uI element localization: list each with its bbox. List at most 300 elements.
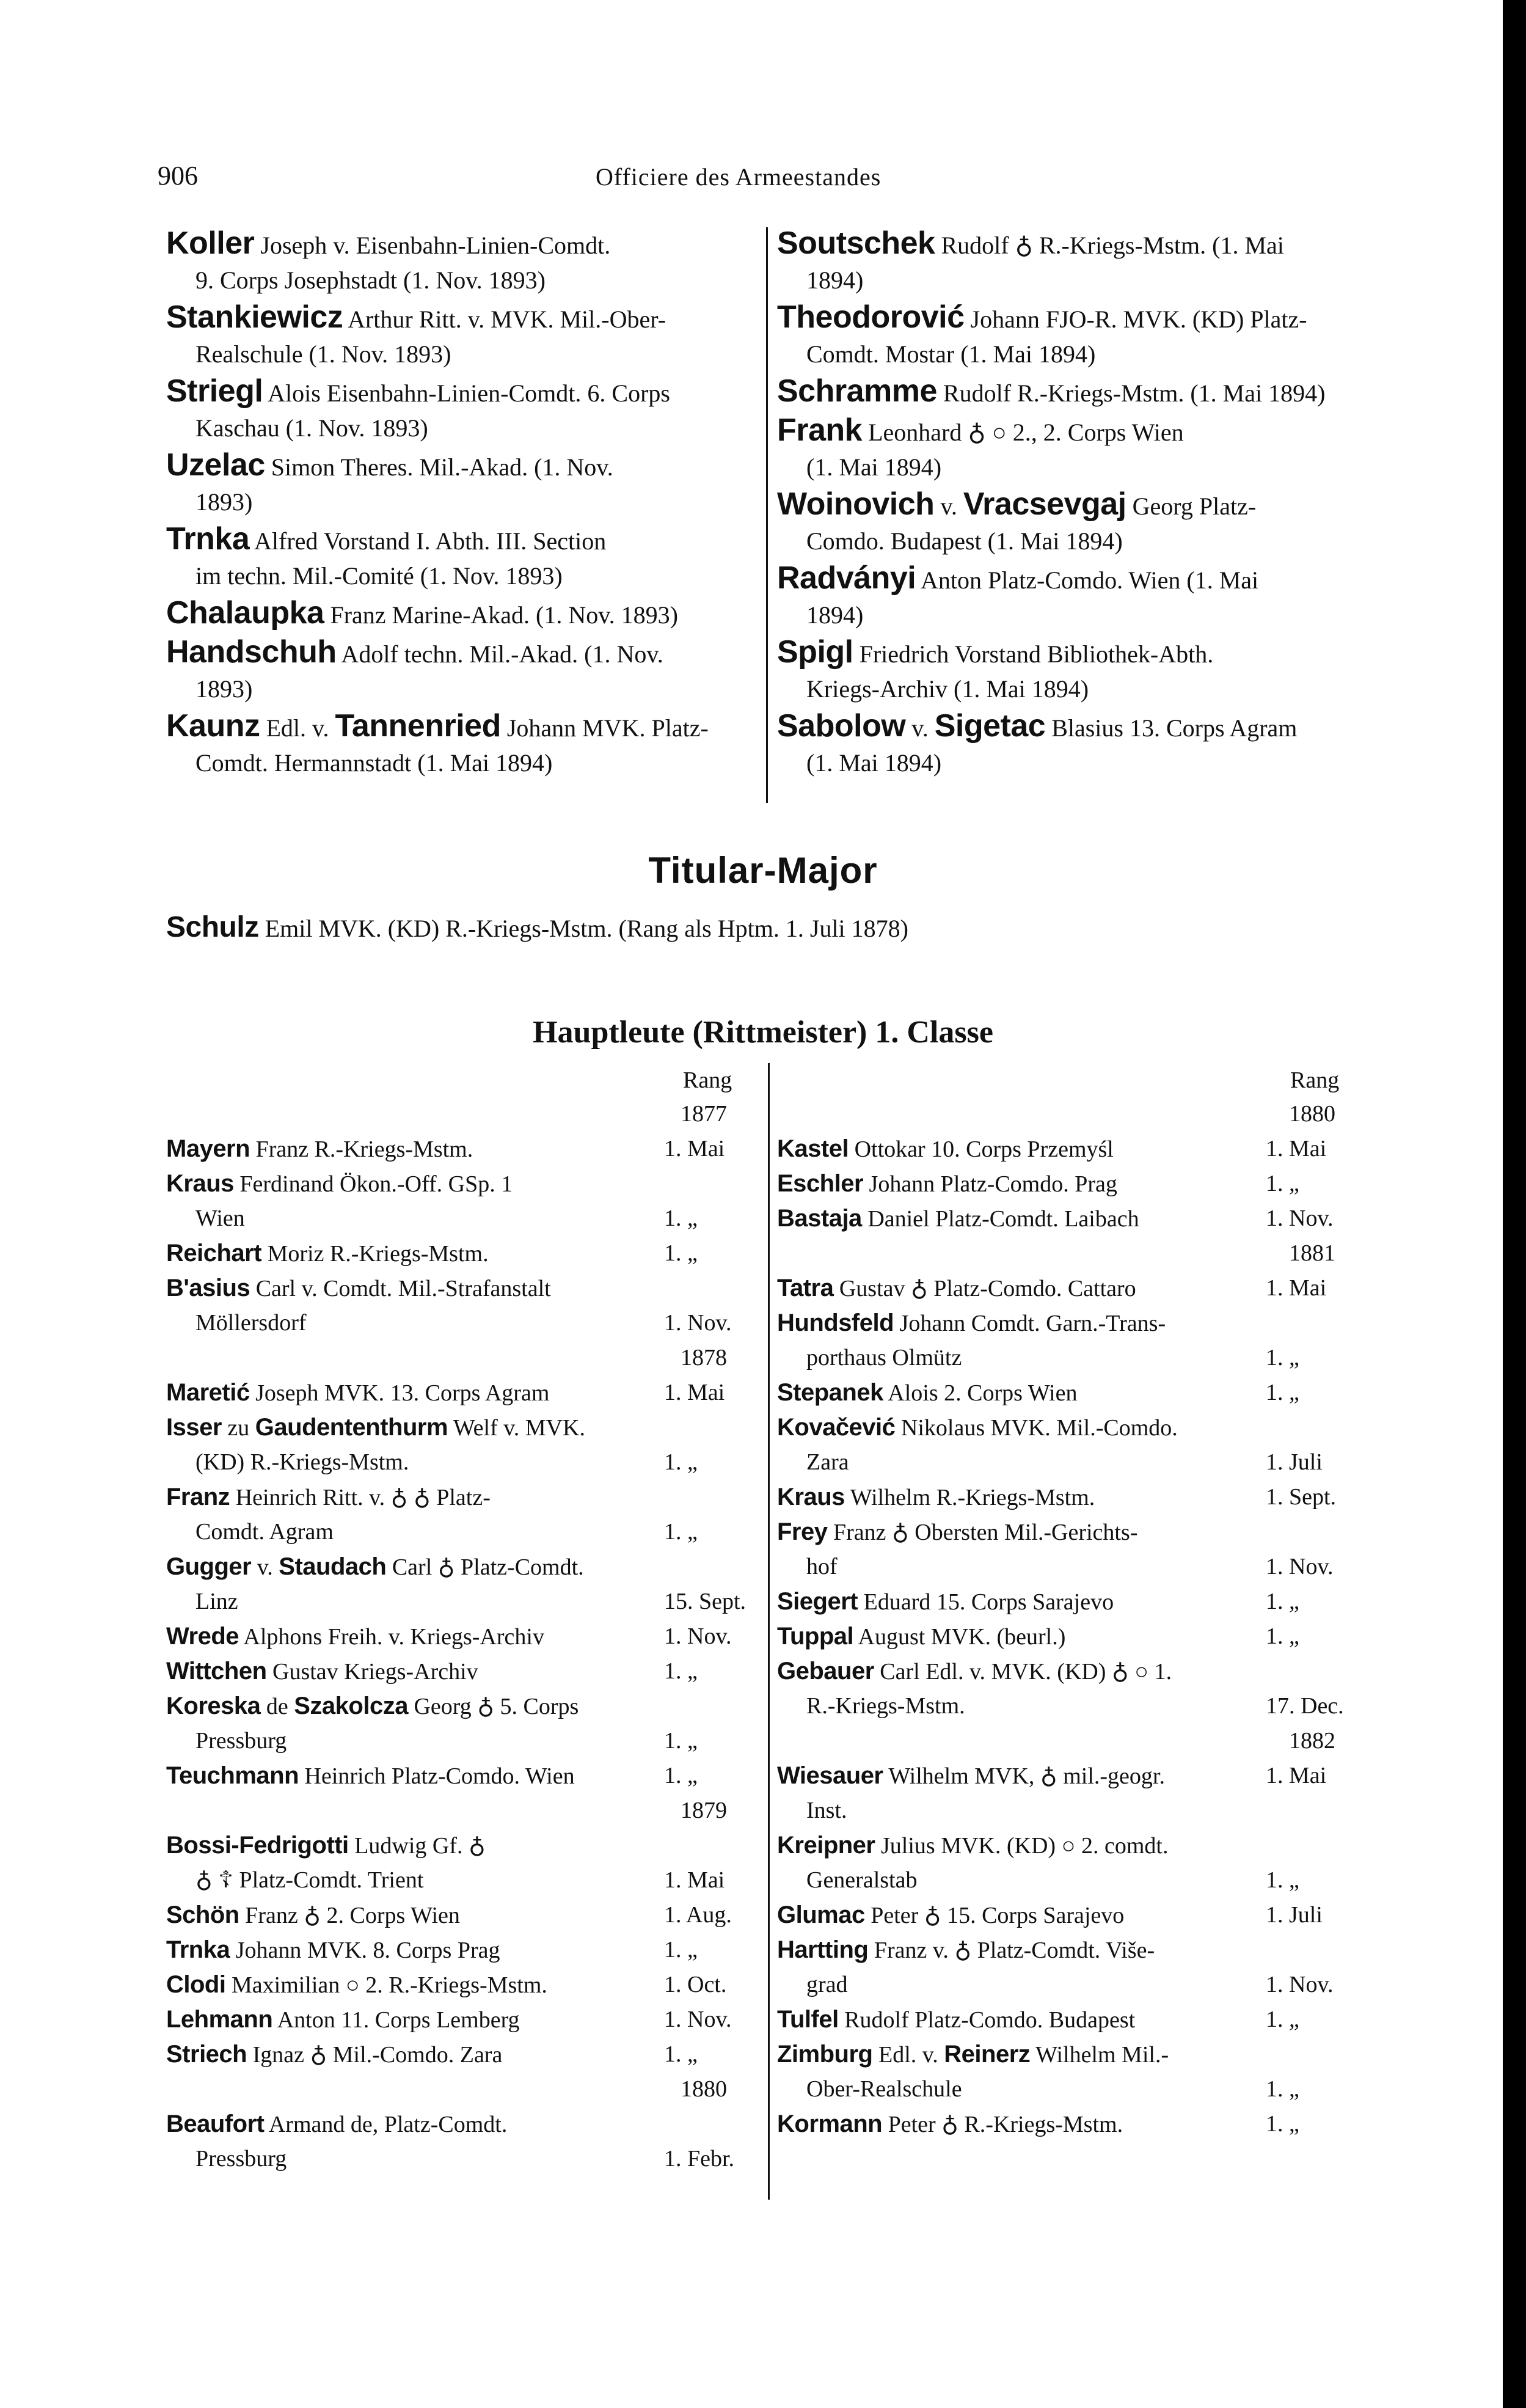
rank-date: 1. „ bbox=[664, 1519, 698, 1545]
rank-date: 1. „ bbox=[664, 2041, 698, 2067]
entry-text: Arthur Ritt. v. MVK. Mil.-Ober- bbox=[343, 306, 666, 333]
officer-row bbox=[777, 1410, 1376, 1445]
officer-row-continued bbox=[777, 1967, 1376, 2002]
entry-text: v. bbox=[251, 1554, 279, 1580]
rank-year bbox=[166, 2072, 759, 2107]
entry-name: Kastel bbox=[777, 1135, 849, 1162]
entry-text-continued: Kaschau (1. Nov. 1893) bbox=[195, 414, 428, 442]
entry-text: Pressburg bbox=[195, 1728, 287, 1754]
upper-right-column bbox=[777, 226, 1376, 783]
entry-name: Tatra bbox=[777, 1275, 834, 1301]
entry-name: Striegl bbox=[166, 373, 263, 409]
running-title: Officiere des Armeestandes bbox=[596, 163, 882, 191]
row-text bbox=[777, 1933, 1155, 1968]
row-text bbox=[166, 1132, 473, 1167]
officer-row bbox=[166, 1758, 759, 1793]
entry-text: R.-Kriegs-Mstm. bbox=[806, 1693, 965, 1719]
entry-text: Franz ♁ 2. Corps Wien bbox=[239, 1903, 460, 1928]
entry-text: Wilhelm R.-Kriegs-Mstm. bbox=[844, 1485, 1095, 1510]
entry-name: Tulfel bbox=[777, 2006, 839, 2033]
year-label: 1881 bbox=[1289, 1240, 1335, 1266]
entry-name: Trnka bbox=[166, 1936, 230, 1963]
row-text bbox=[195, 1863, 423, 1898]
officer-row-continued bbox=[166, 1515, 759, 1550]
page-number: 906 bbox=[158, 161, 198, 191]
entry-text: Nikolaus MVK. Mil.-Comdo. bbox=[895, 1415, 1178, 1441]
row-text bbox=[777, 1654, 1172, 1689]
entry-text: Peter ♁ R.-Kriegs-Mstm. bbox=[882, 2112, 1123, 2137]
entry-text-continued: Comdo. Budapest (1. Mai 1894) bbox=[806, 527, 1123, 555]
row-text bbox=[166, 1619, 544, 1655]
entry-name: Wrede bbox=[166, 1623, 239, 1650]
entry-text: Johann Comdt. Garn.-Trans- bbox=[894, 1311, 1166, 1336]
entry-text-continued: Kriegs-Archiv (1. Mai 1894) bbox=[806, 675, 1089, 703]
officer-row bbox=[777, 2037, 1376, 2072]
entry-name-predicate: Sigetac bbox=[934, 708, 1046, 744]
officer-row-continued bbox=[166, 1201, 759, 1236]
entry-text: Ottokar 10. Corps Przemyśl bbox=[849, 1136, 1114, 1162]
entry-text: Wilhelm Mil.- bbox=[1030, 2042, 1169, 2068]
entry-name: Tuppal bbox=[777, 1623, 854, 1650]
entry-name: Uzelac bbox=[166, 447, 265, 483]
officer-entry bbox=[166, 374, 759, 445]
entry-text: Franz R.-Kriegs-Mstm. bbox=[250, 1136, 473, 1162]
entry-text: Gustav ♁ Platz-Comdo. Cattaro bbox=[833, 1276, 1136, 1301]
entry-name: Sabolow bbox=[777, 708, 906, 744]
entry-name: Schulz bbox=[166, 911, 259, 943]
entry-name: Stankiewicz bbox=[166, 299, 343, 335]
rank-date: 1. Mai bbox=[664, 1136, 725, 1162]
rank-date: 1. Mai bbox=[1266, 1763, 1327, 1788]
entry-text: Heinrich Ritt. v. ♁ ♁ Platz- bbox=[230, 1485, 491, 1510]
row-text bbox=[166, 1828, 486, 1864]
entry-name: Eschler bbox=[777, 1170, 864, 1197]
row-text bbox=[806, 2072, 962, 2107]
row-text bbox=[166, 1480, 491, 1515]
officer-row bbox=[777, 1898, 1376, 1933]
rank-year bbox=[777, 1097, 1376, 1132]
entry-text: Carl ♁ Platz-Comdt. bbox=[386, 1554, 584, 1580]
entry-name: Hundsfeld bbox=[777, 1309, 894, 1336]
rank-date: 1. „ bbox=[1266, 1380, 1299, 1405]
officer-entry bbox=[166, 522, 759, 593]
rank-date: 1. „ bbox=[664, 1658, 698, 1684]
officer-entry bbox=[166, 596, 759, 632]
year-label: 1882 bbox=[1289, 1728, 1335, 1754]
entry-text: Blasius 13. Corps Agram bbox=[1045, 714, 1298, 742]
entry-name: Koller bbox=[166, 225, 255, 261]
rank-date: 1. Febr. bbox=[664, 2146, 735, 2172]
entry-text: Johann MVK. Platz- bbox=[500, 714, 709, 742]
row-text bbox=[777, 2107, 1123, 2142]
row-text bbox=[777, 1306, 1166, 1341]
officer-row-continued bbox=[777, 1689, 1376, 1724]
officer-entry bbox=[777, 635, 1376, 706]
row-text bbox=[806, 1550, 838, 1584]
entry-text: Julius MVK. (KD) ○ 2. comdt. bbox=[875, 1833, 1169, 1859]
officer-entry bbox=[777, 226, 1376, 298]
entry-text-continued: (1. Mai 1894) bbox=[806, 749, 942, 777]
row-text bbox=[777, 1898, 1124, 1933]
entry-name: Frey bbox=[777, 1518, 828, 1545]
entry-name: Isser bbox=[166, 1414, 222, 1441]
entry-name: Kaunz bbox=[166, 708, 260, 744]
row-text bbox=[777, 1166, 1117, 1202]
rank-date: 1. „ bbox=[1266, 2076, 1299, 2102]
entry-name: Lehmann bbox=[166, 2006, 273, 2033]
officer-row bbox=[166, 2037, 759, 2072]
rank-date: 1. Nov. bbox=[664, 1623, 732, 1649]
row-text bbox=[166, 1689, 579, 1724]
row-text bbox=[777, 1515, 1137, 1550]
entry-text: Wilhelm MVK, ♁ mil.-geogr. bbox=[883, 1763, 1165, 1789]
row-text bbox=[166, 1758, 575, 1794]
officer-entry bbox=[166, 635, 759, 706]
entry-text: Carl Edl. v. MVK. (KD) ♁ ○ 1. bbox=[874, 1659, 1172, 1685]
rank-date: 1. „ bbox=[664, 1763, 698, 1788]
officer-entry bbox=[777, 300, 1376, 371]
entry-name: Woinovich bbox=[777, 486, 935, 522]
entry-text: Anton 11. Corps Lemberg bbox=[272, 2007, 520, 2033]
entry-name: Wiesauer bbox=[777, 1762, 883, 1789]
rank-date: 1. „ bbox=[664, 1449, 698, 1475]
entry-text: August MVK. (beurl.) bbox=[853, 1624, 1066, 1650]
entry-text: Leonhard ♁ ○ 2., 2. Corps Wien bbox=[862, 419, 1184, 446]
row-text bbox=[806, 1967, 848, 2002]
officer-row bbox=[166, 1550, 759, 1584]
officer-row bbox=[166, 1654, 759, 1689]
officer-row bbox=[777, 2002, 1376, 2037]
row-text bbox=[195, 1201, 245, 1236]
entry-text: Alois 2. Corps Wien bbox=[883, 1380, 1078, 1406]
row-text bbox=[777, 2037, 1169, 2073]
rank-date: 1. „ bbox=[664, 1206, 698, 1231]
officer-row-continued bbox=[166, 1584, 759, 1619]
row-text bbox=[777, 1410, 1178, 1446]
officer-row-continued bbox=[166, 2142, 759, 2176]
entry-name: Kovačević bbox=[777, 1414, 896, 1441]
rank-date: 1. „ bbox=[1266, 1589, 1299, 1614]
officer-row bbox=[166, 1132, 759, 1166]
entry-name: Kraus bbox=[166, 1170, 234, 1197]
officer-row bbox=[166, 2107, 759, 2142]
rank-date: 1. „ bbox=[1266, 2007, 1299, 2032]
entry-text: Daniel Platz-Comdt. Laibach bbox=[861, 1206, 1139, 1232]
entry-text: hof bbox=[806, 1554, 838, 1579]
entry-text: Rudolf ♁ R.-Kriegs-Mstm. (1. Mai bbox=[935, 232, 1284, 259]
entry-name: Zimburg bbox=[777, 2041, 873, 2068]
section-heading-hauptleute: Hauptleute (Rittmeister) 1. Classe bbox=[533, 1015, 993, 1050]
entry-text: porthaus Olmütz bbox=[806, 1345, 962, 1371]
entry-name: Siegert bbox=[777, 1588, 858, 1615]
entry-text: Ferdinand Ökon.-Off. GSp. 1 bbox=[233, 1171, 513, 1197]
row-text bbox=[806, 1341, 962, 1375]
entry-text: ♁ ☦ Platz-Comdt. Trient bbox=[195, 1867, 424, 1893]
row-text bbox=[195, 1306, 307, 1341]
rank-year bbox=[777, 1724, 1376, 1758]
row-text bbox=[166, 2107, 507, 2142]
entry-text: Johann FJO-R. MVK. (KD) Platz- bbox=[964, 306, 1307, 333]
entry-name-predicate: Tannenried bbox=[335, 708, 501, 744]
entry-text-continued: 1893) bbox=[195, 675, 253, 703]
rank-year bbox=[166, 1097, 759, 1132]
titular-entry bbox=[166, 910, 908, 944]
rank-date: 1. Juli bbox=[1266, 1902, 1323, 1928]
rank-date: 1. Mai bbox=[664, 1867, 725, 1893]
rank-date: 1. „ bbox=[664, 1240, 698, 1266]
entry-name: Schön bbox=[166, 1901, 239, 1928]
entry-text-continued: Comdt. Hermannstadt (1. Mai 1894) bbox=[195, 749, 553, 777]
rank-year bbox=[166, 1341, 759, 1375]
entry-name-predicate: Gaudententhurm bbox=[255, 1414, 448, 1441]
rank-date: 17. Dec. bbox=[1266, 1693, 1344, 1719]
entry-name-predicate: Staudach bbox=[279, 1553, 387, 1580]
officer-row bbox=[166, 1166, 759, 1201]
entry-text: Adolf techn. Mil.-Akad. (1. Nov. bbox=[336, 640, 663, 668]
entry-name: Striech bbox=[166, 2041, 247, 2068]
row-text bbox=[166, 1550, 584, 1585]
officer-entry bbox=[777, 487, 1376, 558]
officer-row bbox=[166, 1236, 759, 1271]
entry-text: Rudolf Platz-Comdo. Budapest bbox=[838, 2007, 1136, 2033]
officer-entry bbox=[777, 413, 1376, 485]
entry-name: Spigl bbox=[777, 634, 853, 670]
entry-name: Gugger bbox=[166, 1553, 252, 1580]
year-label: 1878 bbox=[681, 1345, 727, 1371]
rank-date: 1. „ bbox=[1266, 1345, 1299, 1371]
entry-text: Generalstab bbox=[806, 1867, 918, 1893]
row-text bbox=[777, 1758, 1165, 1794]
entry-name-predicate: Reinerz bbox=[944, 2041, 1031, 2068]
row-text bbox=[777, 1828, 1169, 1864]
entry-name: Mayern bbox=[166, 1135, 250, 1162]
officer-row-continued bbox=[777, 2072, 1376, 2107]
officer-row-continued bbox=[166, 1863, 759, 1898]
entry-text: Friedrich Vorstand Bibliothek-Abth. bbox=[853, 640, 1214, 668]
row-text bbox=[777, 1375, 1077, 1411]
rank-date: 1. Aug. bbox=[664, 1902, 732, 1928]
entry-text: Armand de, Platz-Comdt. bbox=[264, 2112, 508, 2137]
row-text bbox=[806, 1445, 849, 1480]
rank-date: 1. Oct. bbox=[664, 1972, 727, 1997]
row-text bbox=[166, 1375, 549, 1411]
officer-row-continued bbox=[166, 1306, 759, 1341]
officer-row bbox=[166, 1480, 759, 1515]
entry-text: Pressburg bbox=[195, 2146, 287, 2172]
upper-left-column bbox=[166, 226, 759, 783]
rang-label-left: Rang bbox=[683, 1067, 732, 1093]
year-label: 1877 bbox=[681, 1101, 727, 1127]
entry-text: Wien bbox=[195, 1206, 245, 1231]
row-text bbox=[166, 1271, 551, 1306]
row-text bbox=[777, 2002, 1135, 2038]
entry-text: Welf v. MVK. bbox=[448, 1415, 585, 1441]
row-text bbox=[777, 1619, 1065, 1655]
officer-row bbox=[777, 1306, 1376, 1341]
row-text bbox=[777, 1271, 1136, 1306]
row-text bbox=[777, 1480, 1095, 1515]
entry-name: Radványi bbox=[777, 560, 916, 596]
officer-entry bbox=[166, 448, 759, 519]
entry-text: Joseph MVK. 13. Corps Agram bbox=[249, 1380, 550, 1406]
rank-date: 1. Juli bbox=[1266, 1449, 1323, 1475]
officer-row-continued bbox=[777, 1793, 1376, 1828]
entry-name: Reichart bbox=[166, 1240, 262, 1267]
entry-text: Carl v. Comdt. Mil.-Strafanstalt bbox=[250, 1276, 551, 1301]
entry-name: Soutschek bbox=[777, 225, 935, 261]
year-label: 1880 bbox=[681, 2076, 727, 2102]
row-text bbox=[777, 1132, 1114, 1167]
entry-text: Linz bbox=[195, 1589, 238, 1614]
officer-row bbox=[777, 2107, 1376, 2142]
entry-name: Bossi-Fedrigotti bbox=[166, 1832, 349, 1859]
rank-date: 1. Nov. bbox=[1266, 1972, 1334, 1997]
entry-text: Alphons Freih. v. Kriegs-Archiv bbox=[239, 1624, 544, 1650]
entry-name: Koreska bbox=[166, 1693, 261, 1719]
rang-label-right: Rang bbox=[1290, 1067, 1340, 1093]
row-text bbox=[166, 2037, 502, 2073]
row-text bbox=[806, 1863, 917, 1898]
entry-name: Stepanek bbox=[777, 1379, 883, 1406]
officer-row bbox=[777, 1201, 1376, 1236]
officer-entry bbox=[777, 561, 1376, 632]
rank-year bbox=[777, 1236, 1376, 1271]
entry-text: grad bbox=[806, 1972, 848, 1997]
row-text bbox=[166, 1933, 500, 1968]
officer-row bbox=[166, 1271, 759, 1306]
officer-row bbox=[166, 2002, 759, 2037]
rank-date: 1. „ bbox=[664, 1937, 698, 1963]
entry-name: Theodorović bbox=[777, 299, 965, 335]
rank-date: 1. Nov. bbox=[664, 2007, 732, 2032]
officer-row bbox=[777, 1375, 1376, 1410]
entry-name: Clodi bbox=[166, 1971, 226, 1998]
entry-text: Gustav Kriegs-Archiv bbox=[266, 1659, 478, 1685]
entry-name: Gebauer bbox=[777, 1658, 874, 1685]
entry-name: Maretić bbox=[166, 1379, 250, 1406]
entry-text: Möllersdorf bbox=[195, 1310, 307, 1336]
officer-row bbox=[777, 1654, 1376, 1689]
officer-row bbox=[777, 1933, 1376, 1967]
entry-name: Schramme bbox=[777, 373, 937, 409]
entry-name: B'asius bbox=[166, 1275, 250, 1301]
row-text bbox=[166, 1654, 478, 1689]
entry-name: Bastaja bbox=[777, 1205, 862, 1232]
year-label: 1879 bbox=[681, 1798, 727, 1823]
officer-row bbox=[166, 1828, 759, 1863]
rank-date: 1. „ bbox=[1266, 2111, 1299, 2137]
officer-row bbox=[777, 1758, 1376, 1793]
entry-text: v. bbox=[934, 492, 963, 520]
row-text bbox=[166, 2002, 520, 2038]
row-text bbox=[195, 1584, 238, 1619]
officer-row-continued bbox=[166, 1445, 759, 1480]
entry-text-continued: 9. Corps Josephstadt (1. Nov. 1893) bbox=[195, 266, 546, 294]
row-text bbox=[166, 1236, 489, 1272]
entry-text-continued: im techn. Mil.-Comité (1. Nov. 1893) bbox=[195, 562, 563, 590]
lower-left-column bbox=[166, 1097, 759, 2176]
entry-text: Edl. v. bbox=[260, 714, 335, 742]
entry-text-continued: (1. Mai 1894) bbox=[806, 453, 942, 481]
officer-entry bbox=[166, 300, 759, 371]
officer-row-continued bbox=[777, 1341, 1376, 1375]
entry-name: Frank bbox=[777, 412, 863, 448]
entry-text: v. bbox=[905, 714, 935, 742]
officer-row bbox=[777, 1828, 1376, 1863]
rank-year bbox=[166, 1793, 759, 1828]
officer-entry bbox=[777, 709, 1376, 780]
entry-name-predicate: Vracsevgaj bbox=[963, 486, 1126, 522]
entry-text: Rudolf R.-Kriegs-Mstm. (1. Mai 1894) bbox=[936, 379, 1326, 407]
officer-row bbox=[166, 1967, 759, 2002]
entry-text: Alfred Vorstand I. Abth. III. Section bbox=[249, 527, 607, 555]
entry-text-continued: 1894) bbox=[806, 266, 864, 294]
entry-text-continued: Realschule (1. Nov. 1893) bbox=[195, 340, 451, 368]
row-text bbox=[166, 1166, 513, 1202]
officer-row bbox=[166, 1689, 759, 1724]
row-text bbox=[195, 1724, 287, 1758]
rank-date: 1. Mai bbox=[1266, 1136, 1327, 1162]
entry-name-predicate: Szakolcza bbox=[294, 1693, 408, 1719]
entry-text: Anton Platz-Comdo. Wien (1. Mai bbox=[916, 566, 1259, 594]
row-text bbox=[166, 1898, 460, 1933]
officer-entry bbox=[166, 226, 759, 298]
entry-text: zu bbox=[221, 1415, 255, 1441]
rank-date: 15. Sept. bbox=[664, 1589, 747, 1614]
entry-name: Hartting bbox=[777, 1936, 869, 1963]
rank-date: 1. Nov. bbox=[1266, 1554, 1334, 1579]
entry-text: Alois Eisenbahn-Linien-Comdt. 6. Corps bbox=[263, 379, 670, 407]
row-text bbox=[166, 1967, 547, 2003]
entry-text: Moriz R.-Kriegs-Mstm. bbox=[261, 1241, 489, 1267]
rank-date: 1. „ bbox=[1266, 1171, 1299, 1196]
rank-date: 1. Sept. bbox=[1266, 1484, 1337, 1510]
officer-entry bbox=[777, 374, 1376, 411]
entry-text-continued: 1893) bbox=[195, 488, 253, 516]
row-text bbox=[166, 1410, 585, 1446]
officer-row bbox=[777, 1166, 1376, 1201]
lower-right-column bbox=[777, 1097, 1376, 2142]
officer-row bbox=[777, 1480, 1376, 1515]
entry-text: Georg ♁ 5. Corps bbox=[407, 1694, 579, 1719]
entry-text: Ignaz ♁ Mil.-Comdo. Zara bbox=[247, 2042, 503, 2068]
officer-row bbox=[166, 1933, 759, 1967]
section-heading-titular-major: Titular-Major bbox=[648, 850, 878, 891]
row-text bbox=[777, 1584, 1114, 1620]
rank-date: 1. „ bbox=[1266, 1867, 1299, 1893]
entry-name: Franz bbox=[166, 1484, 230, 1510]
officer-row-continued bbox=[166, 1724, 759, 1758]
entry-text: Franz v. ♁ Platz-Comdt. Više- bbox=[868, 1938, 1155, 1963]
row-text bbox=[777, 1201, 1139, 1237]
entry-text: Simon Theres. Mil.-Akad. (1. Nov. bbox=[265, 453, 613, 481]
entry-text: Johann MVK. 8. Corps Prag bbox=[230, 1938, 500, 1963]
rank-date: 1. Nov. bbox=[1266, 1206, 1334, 1231]
entry-text: Heinrich Platz-Comdo. Wien bbox=[299, 1763, 575, 1789]
entry-text-continued: Comdt. Mostar (1. Mai 1894) bbox=[806, 340, 1096, 368]
entry-text: Emil MVK. (KD) R.-Kriegs-Mstm. (Rang als Hptm. 1. Juli 1878) bbox=[258, 915, 908, 942]
officer-row bbox=[166, 1375, 759, 1410]
row-text bbox=[806, 1689, 965, 1724]
entry-text: Ludwig Gf. ♁ bbox=[348, 1833, 486, 1859]
officer-row bbox=[777, 1132, 1376, 1166]
entry-text: de bbox=[260, 1694, 294, 1719]
rank-date: 1. Nov. bbox=[664, 1310, 732, 1336]
entry-name: Handschuh bbox=[166, 634, 337, 670]
entry-text: Georg Platz- bbox=[1126, 492, 1257, 520]
officer-row bbox=[777, 1515, 1376, 1550]
entry-name: Kreipner bbox=[777, 1832, 875, 1859]
